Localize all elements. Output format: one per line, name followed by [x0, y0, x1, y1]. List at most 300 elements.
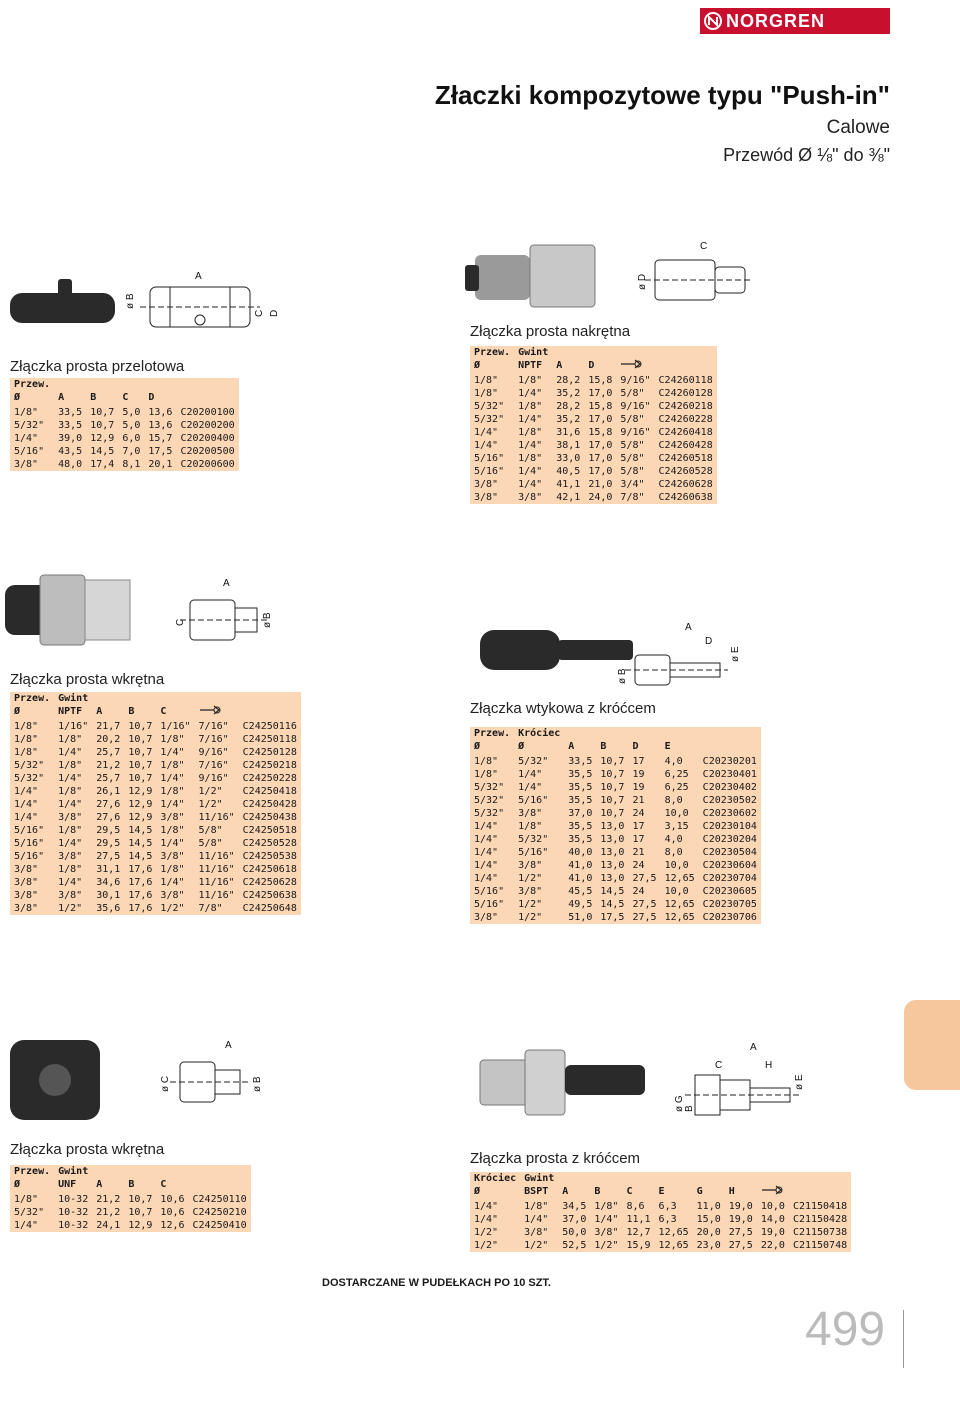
- table-cell: 10,6: [160, 1207, 185, 1218]
- table-row: [470, 439, 717, 452]
- table-cell: 19,0: [760, 1227, 785, 1238]
- female-straight-drawing: [465, 235, 755, 315]
- table-cell: 39,0: [58, 433, 83, 444]
- table-row: [470, 452, 717, 465]
- table-cell: 24,1: [96, 1220, 121, 1231]
- table-cell: 5/16": [14, 446, 45, 457]
- table-cell: 33,5: [58, 407, 83, 418]
- table-cell: 3/8": [160, 851, 185, 862]
- table-cell: 5/32": [474, 401, 505, 412]
- table-header-row: [470, 740, 761, 755]
- table-cell: 27,6: [96, 812, 121, 823]
- table-cell: 1/8": [160, 825, 185, 836]
- column-header: Ø: [14, 392, 21, 403]
- column-header: Gwint: [524, 1173, 555, 1184]
- table-row: [10, 458, 239, 471]
- part-number: C24250528: [242, 838, 297, 849]
- stem-photo: [480, 630, 633, 670]
- table-cell: 43,5: [58, 446, 83, 457]
- part-number: C20200100: [180, 407, 235, 418]
- dim-label: ø G: [674, 1095, 685, 1112]
- table-row: [470, 465, 717, 478]
- section-caption: Złączka prosta wkrętna: [10, 671, 165, 688]
- table-cell: 1/16": [58, 721, 89, 732]
- column-header: [118, 378, 144, 391]
- table-cell: 27,5: [632, 873, 657, 884]
- table-cell: 3/8": [474, 912, 499, 923]
- table-cell: 13,0: [600, 860, 625, 871]
- page-subtitle: Calowe: [826, 117, 890, 138]
- part-number: C24260228: [658, 414, 713, 425]
- column-header: [622, 1172, 654, 1185]
- table-cell: 11/16": [198, 864, 235, 875]
- table-cell: 3/8": [58, 890, 83, 901]
- table-cell: 1/8": [518, 401, 543, 412]
- column-header: G: [696, 1186, 703, 1197]
- brand-name: NORGREN: [726, 10, 826, 31]
- table-row: [10, 876, 301, 889]
- dim-label: A: [195, 271, 202, 282]
- part-number: C24260528: [658, 466, 713, 477]
- table-cell: 13,6: [148, 420, 173, 431]
- table-cell: 1/8": [518, 821, 543, 832]
- table-cell: 20,0: [696, 1227, 721, 1238]
- table-stem-thread: [470, 1172, 851, 1252]
- part-number: C24250410: [192, 1220, 247, 1231]
- table-cell: 5/32": [474, 808, 505, 819]
- part-number: C20230705: [702, 899, 757, 910]
- page-title: Złaczki kompozytowe typu "Push-in": [434, 80, 890, 110]
- table-cell: 10,7: [128, 734, 153, 745]
- table-cell: 1/4": [474, 440, 499, 451]
- part-number: C24260128: [658, 388, 713, 399]
- table-cell: 45,5: [568, 886, 593, 897]
- table-cell: 1/8": [58, 786, 83, 797]
- column-header: Przew.: [14, 1166, 51, 1177]
- table-cell: 11/16": [198, 851, 235, 862]
- table-cell: 10,7: [90, 407, 115, 418]
- table-cell: 6,3: [658, 1214, 677, 1225]
- table-row: [470, 807, 761, 820]
- table-male-straight: [10, 692, 301, 915]
- dim-label: A: [750, 1042, 757, 1053]
- table-row: [10, 863, 301, 876]
- part-number: C24250210: [192, 1207, 247, 1218]
- table-cell: 24: [632, 860, 645, 871]
- table-cell: 10,0: [664, 886, 689, 897]
- union-straight-drawing: [10, 265, 280, 345]
- table-cell: 1/8": [160, 864, 185, 875]
- table-cell: 1/4": [518, 479, 543, 490]
- table-cell: 5/16": [14, 838, 45, 849]
- table-cell: 24: [632, 886, 645, 897]
- table-cell: 17,6: [128, 890, 153, 901]
- table-cell: 8,0: [664, 795, 683, 806]
- dim-label: ø B: [252, 1076, 263, 1092]
- part-number: C21150738: [792, 1227, 848, 1238]
- column-header: B: [600, 741, 607, 752]
- table-cell: 1/8": [160, 760, 185, 771]
- part-number: C21150748: [792, 1240, 848, 1251]
- column-header: [789, 1172, 851, 1185]
- column-header: Gwint: [518, 347, 549, 358]
- table-cell: 11/16": [198, 812, 235, 823]
- table-cell: 15,8: [588, 401, 613, 412]
- table-cell: 17,0: [588, 453, 613, 464]
- part-number: C24250428: [242, 799, 297, 810]
- dim-label: ø E: [730, 646, 741, 662]
- table-cell: 11/16": [198, 890, 235, 901]
- table-cell: 1/4": [14, 799, 39, 810]
- part-number: C20230401: [702, 769, 757, 780]
- column-header: Gwint: [58, 1166, 89, 1177]
- table-row: [470, 374, 717, 387]
- table-row: [10, 1219, 251, 1232]
- table-row: [470, 820, 761, 833]
- table-cell: 5/16": [474, 466, 505, 477]
- table-cell: 34,6: [96, 877, 121, 888]
- table-cell: 1/2": [518, 899, 543, 910]
- column-header: [655, 346, 717, 359]
- part-number: C21150428: [792, 1214, 848, 1225]
- table-cell: 3/8": [160, 890, 185, 901]
- female-photo: [465, 245, 595, 307]
- table-cell: 1/8": [58, 760, 83, 771]
- column-header: A: [562, 1186, 569, 1197]
- column-header: Przew.: [14, 379, 51, 390]
- table-cell: 35,6: [96, 903, 121, 914]
- column-header: Króciec: [474, 1173, 517, 1184]
- table-cell: 21,7: [96, 721, 121, 732]
- table-cell: 5/32": [474, 795, 505, 806]
- table-cell: 25,7: [96, 773, 121, 784]
- column-header: E: [658, 1186, 665, 1197]
- column-header: A: [96, 706, 103, 717]
- table-cell: 3/8": [474, 492, 499, 503]
- table-cell: 5,0: [122, 407, 141, 418]
- table-cell: 14,5: [128, 851, 153, 862]
- table-cell: 48,0: [58, 459, 83, 470]
- table-cell: 34,5: [562, 1201, 587, 1212]
- table-cell: 1/4": [518, 414, 543, 425]
- table-cell: 11,1: [626, 1214, 651, 1225]
- table-cell: 17,6: [128, 864, 153, 875]
- table-cell: 17,5: [148, 446, 173, 457]
- table-cell: 1/4": [58, 747, 83, 758]
- table-cell: 6,0: [122, 433, 141, 444]
- column-header: NPTF: [58, 706, 83, 717]
- table-cell: 35,5: [568, 834, 593, 845]
- table-cell: 21,2: [96, 1207, 121, 1218]
- table-cell: 49,5: [568, 899, 593, 910]
- section-tab: [904, 1000, 960, 1090]
- table-header-row: [470, 727, 761, 740]
- table-cell: 10,7: [600, 782, 625, 793]
- table-cell: 29,5: [96, 825, 121, 836]
- part-number: C20230605: [702, 886, 757, 897]
- column-header: [239, 705, 301, 720]
- part-number: C20230201: [702, 756, 757, 767]
- table-cell: 15,8: [588, 375, 613, 386]
- table-cell: 40,0: [568, 847, 593, 858]
- part-number: C20200200: [180, 420, 235, 431]
- table-cell: 27,5: [728, 1227, 753, 1238]
- table-row: [10, 1193, 251, 1206]
- table-row: [470, 846, 761, 859]
- table-cell: 1/8": [518, 375, 543, 386]
- column-header: [92, 692, 124, 705]
- table-cell: 5/16": [474, 453, 505, 464]
- title-block: [435, 80, 890, 166]
- table-cell: 1/8": [14, 721, 39, 732]
- table-cell: 1/2": [518, 912, 543, 923]
- table-header-row: [10, 391, 239, 406]
- table-cell: 12,9: [128, 1220, 153, 1231]
- table-cell: 22,0: [760, 1240, 785, 1251]
- table-cell: 1/4": [14, 812, 39, 823]
- table-cell: 27,5: [728, 1240, 753, 1251]
- table-cell: 1/4": [518, 440, 543, 451]
- table-cell: 33,0: [556, 453, 581, 464]
- table-cell: 10-32: [58, 1207, 89, 1218]
- table-cell: 1/8": [14, 407, 39, 418]
- table-cell: 3/4": [620, 479, 645, 490]
- part-number: C20230602: [702, 808, 757, 819]
- table-cell: 3/8": [524, 1227, 549, 1238]
- dim-label: B: [684, 1105, 695, 1112]
- table-cell: 1/4": [474, 873, 499, 884]
- table-cell: 8,1: [122, 459, 141, 470]
- table-cell: 21,2: [96, 1194, 121, 1205]
- table-cell: 1/4": [14, 433, 39, 444]
- table-cell: 5/32": [14, 1207, 45, 1218]
- table-cell: 1/4": [474, 1201, 499, 1212]
- table-cell: 40,5: [556, 466, 581, 477]
- stem-thread-photo: [480, 1050, 645, 1115]
- dim-label: H: [765, 1060, 773, 1071]
- table-row: [470, 1239, 851, 1252]
- dim-label: C: [700, 241, 708, 252]
- part-number: C20200400: [180, 433, 235, 444]
- part-number: C24250128: [242, 747, 297, 758]
- part-number: C24250618: [242, 864, 297, 875]
- column-header: B: [128, 706, 135, 717]
- table-cell: 10,6: [160, 1194, 185, 1205]
- column-header: [124, 692, 156, 705]
- table-cell: 14,5: [90, 446, 115, 457]
- column-header: H: [728, 1186, 735, 1197]
- column-header: C: [122, 392, 129, 403]
- table-cell: 1/4": [474, 821, 499, 832]
- table-cell: 27,5: [632, 912, 657, 923]
- table-row: [10, 445, 239, 458]
- table-cell: 7/16": [198, 760, 229, 771]
- stem-technical-drawing: [625, 655, 728, 685]
- section-caption: Złączka prosta przelotowa: [10, 358, 185, 375]
- table-cell: 12,6: [160, 1220, 185, 1231]
- column-header: C: [160, 1179, 167, 1190]
- table-cell: 17,0: [588, 466, 613, 477]
- part-number: C24250218: [242, 760, 297, 771]
- table-cell: 6,3: [658, 1201, 677, 1212]
- table-cell: 3/8": [58, 812, 83, 823]
- table-cell: 20,1: [148, 459, 173, 470]
- part-number: C24250648: [242, 903, 297, 914]
- table-cell: 1/4": [518, 466, 543, 477]
- table-cell: 10,7: [128, 1194, 153, 1205]
- table-cell: 1/2": [474, 1227, 499, 1238]
- table-cell: 10,7: [600, 769, 625, 780]
- table-cell: 12,9: [128, 812, 153, 823]
- table-cell: 3/8": [14, 890, 39, 901]
- column-header: B: [594, 1186, 601, 1197]
- table-cell: 12,9: [90, 433, 115, 444]
- table-cell: 19,0: [728, 1201, 753, 1212]
- table-header-row: [10, 1165, 251, 1178]
- column-header: [655, 359, 717, 374]
- table-cell: 7/16": [198, 721, 229, 732]
- table-cell: 35,5: [568, 821, 593, 832]
- table-cell: 28,2: [556, 375, 581, 386]
- column-header: Przew.: [474, 728, 511, 739]
- table-cell: 5/32": [518, 834, 549, 845]
- part-number: C24260628: [658, 479, 713, 490]
- table-cell: 5/32": [14, 773, 45, 784]
- table-row: [10, 406, 239, 419]
- table-cell: 1/8": [14, 1194, 39, 1205]
- table-cell: 3/8": [594, 1227, 619, 1238]
- dim-label: A: [223, 578, 230, 589]
- dim-label: ø B: [125, 293, 136, 309]
- table-cell: 9/16": [620, 427, 651, 438]
- table-row: [10, 850, 301, 863]
- table-cell: 24: [632, 808, 645, 819]
- table-cell: 37,0: [562, 1214, 587, 1225]
- table-female-straight: [470, 346, 717, 504]
- table-row: [470, 898, 761, 911]
- table-cell: 5/8": [620, 388, 645, 399]
- table-cell: 14,5: [128, 838, 153, 849]
- table-cell: 1/8": [14, 747, 39, 758]
- part-number: C20230104: [702, 821, 757, 832]
- table-cell: 5/32": [14, 420, 45, 431]
- table-cell: 35,5: [568, 782, 593, 793]
- table-cell: 6,25: [664, 769, 689, 780]
- table-cell: 3/8": [14, 459, 39, 470]
- table-row: [470, 781, 761, 794]
- part-number: C24260518: [658, 453, 713, 464]
- column-header: [590, 1172, 622, 1185]
- table-cell: 1/4": [474, 427, 499, 438]
- column-header: [655, 1172, 693, 1185]
- table-row: [470, 833, 761, 846]
- table-cell: 29,5: [96, 838, 121, 849]
- table-cell: 28,2: [556, 401, 581, 412]
- table-cell: 17,4: [90, 459, 115, 470]
- table-cell: 12,65: [664, 912, 695, 923]
- stem-thread-technical-drawing: [685, 1075, 800, 1115]
- wrench-icon: [616, 359, 654, 374]
- table-cell: 5/16": [14, 825, 45, 836]
- table-cell: 24,0: [588, 492, 613, 503]
- table-cell: 17: [632, 821, 645, 832]
- table-cell: 38,1: [556, 440, 581, 451]
- table-cell: 7/8": [620, 492, 645, 503]
- column-header: A: [96, 1179, 103, 1190]
- table-cell: 1/2": [198, 799, 223, 810]
- norgren-emblem-icon: [700, 8, 726, 34]
- table-cell: 1/4": [518, 388, 543, 399]
- column-header: [699, 727, 761, 740]
- table-row: [10, 733, 301, 746]
- table-cell: 4,0: [664, 834, 683, 845]
- union-technical-drawing: [140, 287, 260, 327]
- dim-label: ø B: [617, 668, 628, 684]
- table-row: [470, 1200, 851, 1213]
- column-header: BSPT: [524, 1186, 549, 1197]
- table-cell: 3/8": [160, 812, 185, 823]
- part-number: C24260118: [658, 375, 713, 386]
- table-cell: 5/32": [14, 760, 45, 771]
- table-cell: 1/2": [58, 903, 83, 914]
- table-cell: 10-32: [58, 1194, 89, 1205]
- table-row: [10, 889, 301, 902]
- part-number: C24260428: [658, 440, 713, 451]
- column-header: [757, 1172, 789, 1185]
- column-header: A: [58, 392, 65, 403]
- table-row: [470, 768, 761, 781]
- table-cell: 10,0: [664, 860, 689, 871]
- table-row: [470, 859, 761, 872]
- table-header-row: [470, 1185, 851, 1200]
- table-cell: 14,5: [600, 886, 625, 897]
- table-row: [470, 872, 761, 885]
- column-header: Gwint: [58, 693, 89, 704]
- male-photo: [5, 575, 130, 645]
- part-number: C20230604: [702, 860, 757, 871]
- table-cell: 3/8": [518, 886, 543, 897]
- table-header-row: [10, 378, 239, 391]
- table-cell: 13,0: [600, 873, 625, 884]
- table-cell: 10-32: [58, 1220, 89, 1231]
- packaging-note: DOSTARCZANE W PUDEŁKACH PO 10 SZT.: [322, 1277, 551, 1289]
- column-header: UNF: [58, 1179, 77, 1190]
- table-cell: 1/16": [160, 721, 191, 732]
- table-cell: 1/4": [474, 847, 499, 858]
- column-header: Króciec: [518, 728, 561, 739]
- column-header: [699, 740, 761, 755]
- part-number: C20230402: [702, 782, 757, 793]
- dim-label: ø B: [262, 612, 273, 628]
- table-cell: 8,0: [664, 847, 683, 858]
- part-number: C20200500: [180, 446, 235, 457]
- table-row: [10, 785, 301, 798]
- table-cell: 15,0: [696, 1214, 721, 1225]
- table-cell: 27,6: [96, 799, 121, 810]
- part-number: C24250438: [242, 812, 297, 823]
- table-cell: 41,1: [556, 479, 581, 490]
- table-cell: 1/8": [594, 1201, 619, 1212]
- part-number: C20230502: [702, 795, 757, 806]
- table-row: [10, 419, 239, 432]
- column-header: [144, 378, 176, 391]
- dim-label: A: [225, 1040, 232, 1051]
- table-cell: 13,0: [600, 847, 625, 858]
- column-header: [124, 1165, 156, 1178]
- table-cell: 7/8": [198, 903, 223, 914]
- table-cell: 1/4": [160, 773, 185, 784]
- dim-label: C: [715, 1060, 723, 1071]
